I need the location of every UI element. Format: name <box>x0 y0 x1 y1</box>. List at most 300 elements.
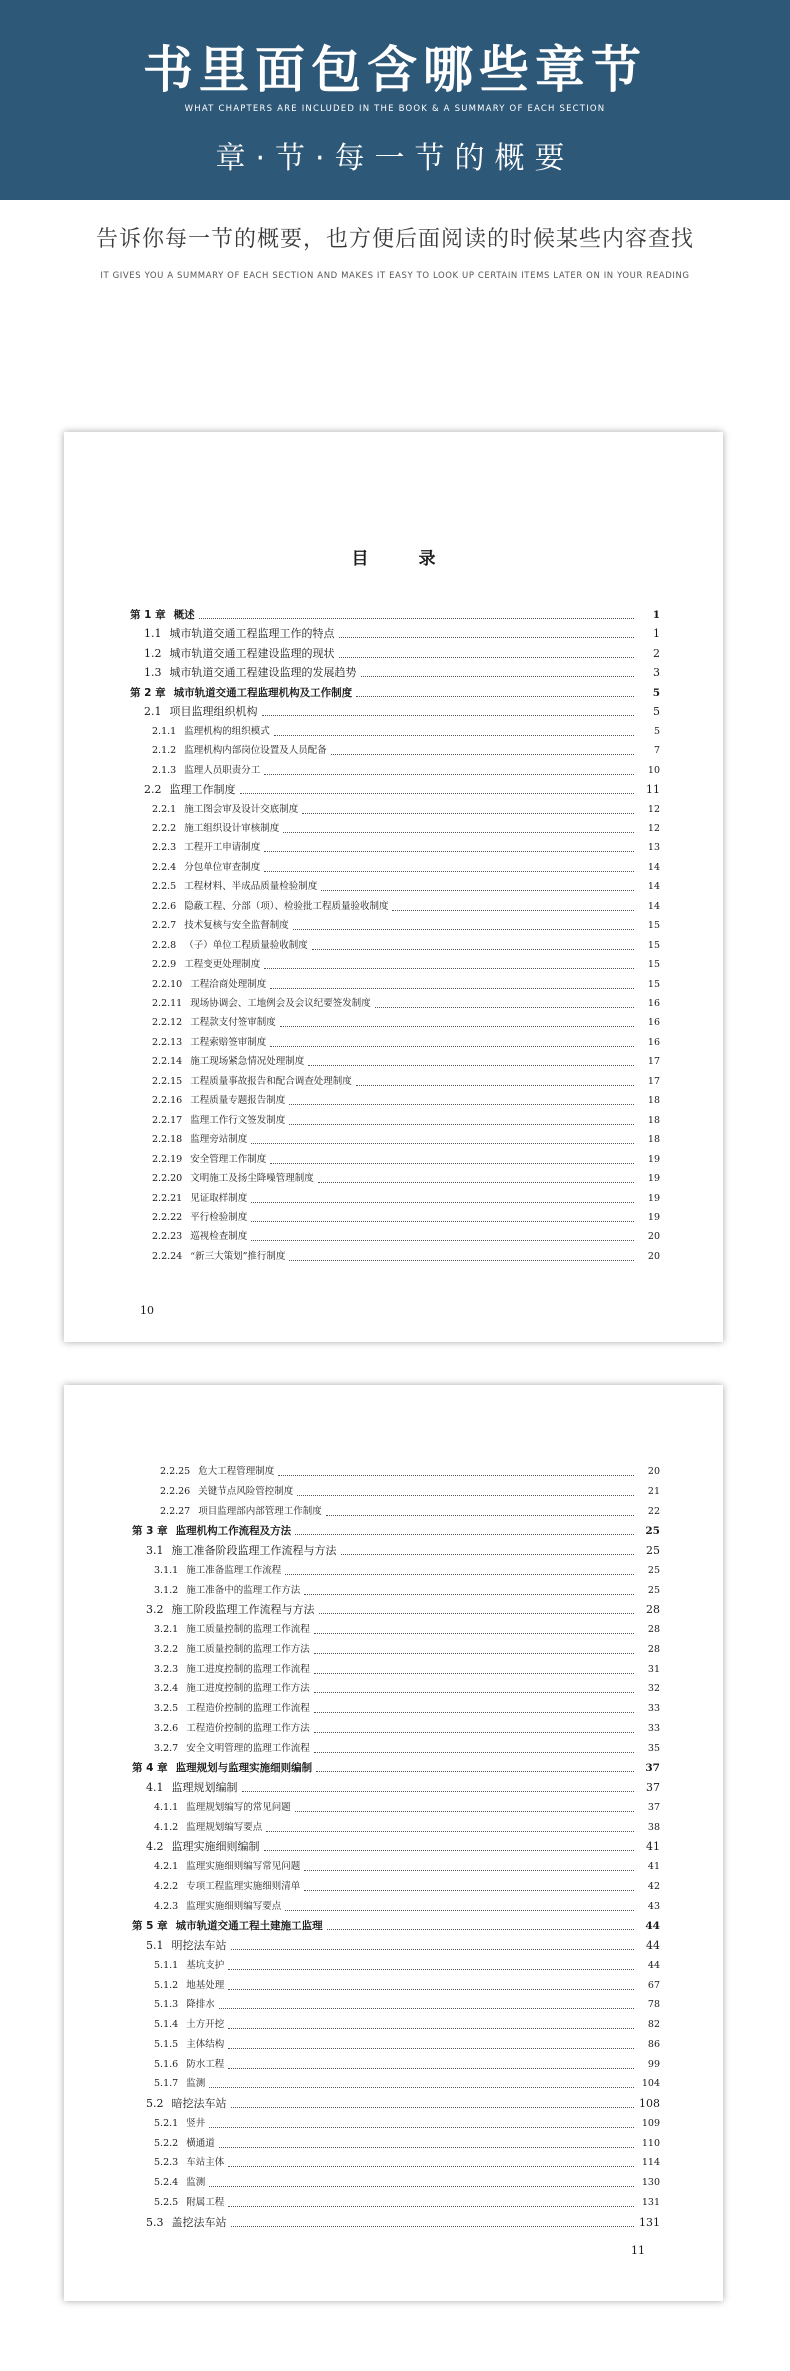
toc-number: 2.2.25 <box>160 1466 191 1477</box>
toc-heading: 分包单位审查制度 <box>184 861 261 873</box>
dot-leader <box>251 1201 634 1203</box>
toc-page-number: 7 <box>653 745 660 757</box>
toc-subsection-row <box>64 1676 723 1696</box>
toc-page-number: 16 <box>647 1036 660 1048</box>
toc-heading: 项目监理部内部管理工作制度 <box>198 1505 322 1517</box>
toc-number: 2.2.24 <box>152 1250 183 1262</box>
dot-leader <box>297 1494 634 1496</box>
dot-leader <box>228 2205 634 2207</box>
toc-number: 4.2 <box>146 1840 164 1854</box>
toc-subsection-row <box>64 1637 723 1657</box>
toc-number: 1.1 <box>144 627 162 641</box>
toc-heading: 监理规划与监理实施细则编制 <box>175 1762 313 1775</box>
toc-number: 5.2 <box>146 2097 164 2110</box>
toc-heading: 专项工程监理实施细则清单 <box>186 1880 301 1892</box>
dot-leader <box>219 2007 634 2009</box>
toc-heading: 关键节点风险管控制度 <box>198 1485 294 1497</box>
toc-heading: 项目监理组织机构 <box>169 705 258 719</box>
toc-page-number: 109 <box>641 2117 660 2129</box>
dot-leader <box>264 850 634 852</box>
toc-page-number: 5 <box>653 705 660 719</box>
dot-leader <box>356 695 634 697</box>
toc-number: 2.2.26 <box>160 1485 191 1497</box>
toc-section-row <box>64 641 723 661</box>
toc-chapter-row <box>64 1755 723 1775</box>
toc-number: 2.2.12 <box>152 1017 183 1029</box>
toc-page-number: 5 <box>652 686 660 699</box>
toc-heading: 监理实施细则编制 <box>171 1840 260 1854</box>
toc-number: 3.2.3 <box>154 1663 179 1675</box>
toc-page-number: 108 <box>639 2097 660 2110</box>
toc-heading: 安全文明管理的监理工作流程 <box>186 1742 310 1754</box>
toc-heading: 城市轨道交通工程监理工作的特点 <box>169 627 335 641</box>
toc-page-number: 25 <box>646 1544 660 1557</box>
toc-number: 5.2.3 <box>154 2157 179 2169</box>
dot-leader <box>231 1948 635 1950</box>
toc-number: 3.1.2 <box>154 1584 179 1596</box>
page-number: 10 <box>140 1304 154 1317</box>
dot-leader <box>264 1849 635 1851</box>
toc-page-number: 19 <box>647 1211 660 1223</box>
toc-subsection-row <box>64 894 723 914</box>
toc-page-number: 82 <box>647 2019 660 2030</box>
toc-subsection-row <box>64 2190 723 2210</box>
toc-number: 5.1 <box>146 1939 164 1952</box>
toc-subsection-row <box>64 1010 723 1030</box>
toc-number: 5.1.4 <box>154 2019 179 2030</box>
toc-number: 2.1.3 <box>152 764 177 776</box>
toc-heading: 监理实施细则编写要点 <box>186 1900 282 1912</box>
toc-number: 5.2.4 <box>154 2177 179 2188</box>
toc-number: 2.2.19 <box>152 1153 183 1165</box>
toc-number: 2.1.2 <box>152 745 177 757</box>
toc-page-number: 130 <box>641 2177 660 2188</box>
toc-heading: 城市轨道交通工程监理机构及工作制度 <box>173 686 353 699</box>
toc-page-number: 10 <box>647 764 660 776</box>
toc-heading: 明挖法车站 <box>171 1939 227 1952</box>
dot-leader <box>240 792 635 794</box>
toc-heading: 工程开工申请制度 <box>184 842 261 854</box>
toc-subsection-row <box>64 1479 723 1499</box>
dot-leader <box>314 1751 634 1753</box>
toc-number: 5.1.2 <box>154 1979 179 1991</box>
toc-page-number: 131 <box>641 2196 660 2208</box>
toc-heading: 横通道 <box>186 2137 215 2149</box>
dot-leader <box>339 656 635 658</box>
toc-heading: 工程造价控制的监理工作流程 <box>186 1703 310 1714</box>
toc-heading: 监理机构工作流程及方法 <box>175 1525 292 1538</box>
dot-leader <box>308 1064 634 1066</box>
toc-heading: 施工阶段监理工作流程与方法 <box>171 1603 315 1617</box>
toc-number: 2.1.1 <box>152 725 177 737</box>
toc-heading: 见证取样制度 <box>190 1192 248 1204</box>
toc-heading: 监理工作行文签发制度 <box>190 1114 286 1126</box>
toc-page-number: 78 <box>647 1999 660 2011</box>
dot-leader <box>285 1909 634 1911</box>
toc-heading: 隐蔽工程、分部（项）、检验批工程质量验收制度 <box>184 900 389 912</box>
toc-section-row <box>64 777 723 797</box>
dot-leader <box>375 1006 634 1008</box>
toc-subsection-row <box>64 855 723 875</box>
toc-page-number: 12 <box>647 822 660 834</box>
toc-page-number: 28 <box>646 1603 660 1617</box>
toc-page-number: 25 <box>645 1525 660 1538</box>
toc-heading: 地基处理 <box>186 1979 225 1991</box>
toc-heading: 监理工作制度 <box>169 783 236 797</box>
toc-heading: 监理人员职责分工 <box>184 764 261 776</box>
dot-leader <box>331 753 634 755</box>
toc-page-number: 14 <box>647 861 660 873</box>
dot-leader <box>314 1652 634 1654</box>
dot-leader <box>289 1259 634 1261</box>
toc-number: 4.2.1 <box>154 1861 179 1872</box>
toc-number: 5.1.1 <box>154 1959 179 1971</box>
dot-leader <box>304 1869 634 1871</box>
toc-heading: 主体结构 <box>186 2038 225 2050</box>
toc-heading: 土方开挖 <box>186 2019 225 2030</box>
toc-page-10 <box>64 432 723 1342</box>
toc-page-number: 5 <box>653 725 660 737</box>
toc-page-number: 18 <box>647 1095 660 1107</box>
toc-subsection-row <box>64 1973 723 1993</box>
toc-subsection-row <box>64 1894 723 1914</box>
dot-leader <box>392 909 634 911</box>
dot-leader <box>280 1025 634 1027</box>
toc-heading: 危大工程管理制度 <box>198 1466 275 1477</box>
toc-number: 5.1.7 <box>154 2078 179 2090</box>
toc-heading: 巡视检查制度 <box>190 1231 248 1243</box>
toc-page-number: 3 <box>653 666 660 680</box>
toc-number: 第 4 章 <box>132 1762 168 1775</box>
toc-number: 2.2.18 <box>152 1134 183 1146</box>
toc-page-number: 131 <box>639 2215 660 2229</box>
toc-heading: 工程款支付签审制度 <box>190 1017 276 1029</box>
toc-subsection-row <box>64 2012 723 2032</box>
toc-heading: 安全管理工作制度 <box>190 1153 267 1165</box>
toc-subsection-row <box>64 874 723 894</box>
toc-subsection-row <box>64 1030 723 1050</box>
toc-heading: 施工现场紧急情况处理制度 <box>190 1056 305 1068</box>
toc-subsection-row <box>64 2131 723 2151</box>
toc-page-number: 67 <box>647 1979 660 1991</box>
toc-heading: 竖井 <box>186 2117 206 2129</box>
dot-leader <box>304 1593 634 1595</box>
dot-leader <box>314 1632 634 1634</box>
toc-heading: 防水工程 <box>186 2058 225 2070</box>
toc-heading: 监理实施细则编写常见问题 <box>186 1861 301 1872</box>
toc-title: 目 录 <box>351 549 458 569</box>
toc-heading: 文明施工及扬尘降噪管理制度 <box>190 1173 314 1185</box>
dot-leader <box>264 967 634 969</box>
toc-subsection-row <box>64 1459 723 1479</box>
dot-leader <box>228 2067 634 2069</box>
toc-page-number: 25 <box>647 1564 660 1576</box>
toc-subsection-row <box>64 972 723 992</box>
toc-number: 2.2.11 <box>152 998 183 1009</box>
toc-heading: 工程材料、半成品质量检验制度 <box>184 881 318 893</box>
toc-heading: 施工进度控制的监理工作流程 <box>186 1663 310 1675</box>
toc-page-number: 20 <box>647 1466 660 1477</box>
toc-number: 2.2.27 <box>160 1505 191 1517</box>
tagline-en: IT GIVES YOU A SUMMARY OF EACH SECTION AND MAKES IT EASY TO LOOK UP CERTAIN ITEMS LATER ON IN YOUR READING <box>100 271 690 281</box>
dot-leader <box>228 2047 634 2049</box>
toc-page-number: 18 <box>647 1134 660 1146</box>
toc-page-number: 31 <box>647 1663 660 1675</box>
dot-leader <box>289 1123 634 1125</box>
dot-leader <box>295 1533 634 1535</box>
toc-page-number: 1 <box>652 609 660 621</box>
toc-heading: 监理规划编写要点 <box>186 1821 263 1833</box>
dot-leader <box>321 889 634 891</box>
toc-page-number: 37 <box>647 1801 660 1813</box>
toc-number: 第 3 章 <box>132 1525 168 1538</box>
toc-number: 2.2.9 <box>152 959 177 971</box>
dot-leader <box>209 2185 634 2187</box>
toc-subsection-row <box>64 913 723 933</box>
toc-number: 4.1 <box>146 1781 164 1794</box>
dot-leader <box>318 1181 634 1183</box>
toc-page-number: 37 <box>645 1762 660 1775</box>
dot-leader <box>304 1889 634 1891</box>
toc-subsection-row <box>64 1992 723 2012</box>
toc-subsection-row <box>64 758 723 778</box>
toc-section-row <box>64 2091 723 2111</box>
toc-subsection-row <box>64 1953 723 1973</box>
toc-number: 2.2 <box>144 783 162 797</box>
toc-heading: 施工准备中的监理工作方法 <box>186 1584 301 1596</box>
toc-number: 4.1.1 <box>154 1801 179 1813</box>
toc-number: 2.2.21 <box>152 1192 183 1204</box>
toc-heading: 工程洽商处理制度 <box>190 978 267 990</box>
toc-page-number: 18 <box>647 1114 660 1126</box>
toc-heading: 工程索赔签审制度 <box>190 1036 267 1048</box>
toc-number: 3.2.7 <box>154 1742 179 1754</box>
toc-page-number: 12 <box>647 803 660 815</box>
toc-page-number: 2 <box>653 646 660 660</box>
toc-heading: 工程质量专题报告制度 <box>190 1095 286 1107</box>
toc-page-number: 110 <box>641 2137 660 2149</box>
toc-page-number: 99 <box>647 2058 660 2070</box>
toc-page-number: 42 <box>647 1880 660 1892</box>
toc-heading: 车站主体 <box>186 2157 225 2169</box>
dot-leader <box>283 831 634 833</box>
toc-subsection-row <box>64 1186 723 1206</box>
toc-number: 2.2.6 <box>152 900 177 912</box>
toc-page-number: 19 <box>647 1173 660 1185</box>
toc-heading: 施工图会审及设计交底制度 <box>184 803 299 815</box>
toc-page-number: 28 <box>647 1624 660 1635</box>
toc-heading: 监理规划编制 <box>171 1781 238 1794</box>
dot-leader <box>356 1084 634 1086</box>
toc-page-number: 19 <box>647 1192 660 1204</box>
toc-number: 2.2.7 <box>152 920 177 932</box>
toc-section-row <box>64 699 723 719</box>
toc-heading: “新三大策划”推行制度 <box>190 1250 286 1262</box>
toc-subsection-row <box>64 1736 723 1756</box>
toc-subsection-row <box>64 2170 723 2190</box>
toc-page-number: 15 <box>647 959 660 971</box>
page-number: 11 <box>631 2244 645 2257</box>
dot-leader <box>270 1162 634 1164</box>
toc-heading: 监理旁站制度 <box>190 1134 248 1146</box>
toc-number: 5.2.5 <box>154 2196 179 2208</box>
toc-page-number: 37 <box>646 1781 660 1794</box>
toc-number: 2.2.17 <box>152 1114 183 1126</box>
toc-heading: 工程造价控制的监理工作方法 <box>186 1722 310 1734</box>
banner-subtitle-en: WHAT CHAPTERS ARE INCLUDED IN THE BOOK & A SUMMARY OF EACH SECTION <box>184 104 606 114</box>
dot-leader <box>251 1220 634 1222</box>
dot-leader <box>199 617 634 619</box>
toc-subsection-row <box>64 1617 723 1637</box>
toc-heading: 概述 <box>173 609 195 621</box>
toc-heading: 平行检验制度 <box>190 1211 248 1223</box>
toc-heading: （子）单位工程质量验收制度 <box>184 939 308 951</box>
toc-number: 2.2.22 <box>152 1211 183 1223</box>
toc-page-number: 43 <box>647 1900 660 1912</box>
dot-leader <box>314 1672 634 1674</box>
toc-number: 2.2.13 <box>152 1036 183 1048</box>
toc-heading: 工程变更处理制度 <box>184 959 261 971</box>
toc-page-number: 17 <box>647 1056 660 1068</box>
toc-subsection-row <box>64 835 723 855</box>
toc-page-number: 15 <box>647 978 660 990</box>
toc-number: 3.2.5 <box>154 1703 179 1714</box>
toc-subsection-row <box>64 1657 723 1677</box>
toc-chapter-row <box>64 602 723 622</box>
dot-leader <box>314 1691 634 1693</box>
toc-page-number: 14 <box>647 881 660 893</box>
toc-subsection-row <box>64 1049 723 1069</box>
toc-subsection-row <box>64 1558 723 1578</box>
dot-leader <box>285 1573 634 1575</box>
toc-subsection-row <box>64 991 723 1011</box>
toc-number: 2.2.4 <box>152 861 177 873</box>
header-banner <box>0 0 790 200</box>
dot-leader <box>319 1612 635 1614</box>
toc-page-number: 44 <box>647 1959 660 1971</box>
toc-number: 2.2.2 <box>152 822 177 834</box>
toc-page-number: 11 <box>646 783 660 797</box>
dot-leader <box>251 1142 634 1144</box>
toc-number: 2.2.15 <box>152 1075 183 1087</box>
toc-heading: 城市轨道交通工程土建施工监理 <box>175 1920 323 1933</box>
toc-page-number: 32 <box>647 1683 660 1695</box>
toc-page-number: 33 <box>647 1722 660 1734</box>
toc-heading: 施工进度控制的监理工作方法 <box>186 1683 310 1695</box>
dot-leader <box>266 1830 634 1832</box>
toc-number: 5.1.5 <box>154 2038 179 2050</box>
toc-subsection-row <box>64 1166 723 1186</box>
toc-heading: 工程质量事故报告和配合调查处理制度 <box>190 1075 352 1087</box>
dot-leader <box>341 1553 635 1555</box>
toc-page-number: 22 <box>647 1505 660 1517</box>
toc-subsection-row <box>64 1108 723 1128</box>
toc-chapter-row <box>64 680 723 700</box>
toc-page-number: 16 <box>647 998 660 1009</box>
toc-number: 4.1.2 <box>154 1821 179 1833</box>
toc-heading: 基坑支护 <box>186 1959 225 1971</box>
toc-subsection-row <box>64 1147 723 1167</box>
toc-section-row <box>64 660 723 680</box>
toc-subsection-row <box>64 2032 723 2052</box>
dot-leader <box>209 2086 634 2088</box>
toc-subsection-row <box>64 1499 723 1519</box>
toc-heading: 附属工程 <box>186 2196 225 2208</box>
toc-number: 5.1.6 <box>154 2058 179 2070</box>
toc-number: 3.2.1 <box>154 1624 179 1635</box>
dot-leader <box>219 2146 634 2148</box>
toc-number: 2.2.14 <box>152 1056 183 1068</box>
toc-page-number: 15 <box>647 939 660 951</box>
toc-page-number: 44 <box>646 1939 660 1952</box>
dot-leader <box>228 1968 634 1970</box>
dot-leader <box>339 636 635 638</box>
toc-page-number: 13 <box>647 842 660 854</box>
toc-number: 2.2.5 <box>152 881 177 893</box>
dot-leader <box>316 1770 634 1772</box>
dot-leader <box>270 1045 634 1047</box>
toc-subsection-row <box>64 952 723 972</box>
toc-number: 2.2.3 <box>152 842 177 854</box>
toc-number: 3.2.4 <box>154 1683 179 1695</box>
toc-number: 3.2.2 <box>154 1643 179 1655</box>
dot-leader <box>228 2165 634 2167</box>
toc-chapter-row <box>64 1913 723 1933</box>
toc-page-number: 16 <box>647 1017 660 1029</box>
toc-page-number: 33 <box>647 1703 660 1714</box>
toc-page-number: 14 <box>647 900 660 912</box>
dot-leader <box>278 1474 634 1476</box>
toc-number: 2.2.1 <box>152 803 177 815</box>
dot-leader <box>209 2126 634 2128</box>
toc-page-number: 86 <box>647 2038 660 2050</box>
toc-subsection-row <box>64 797 723 817</box>
toc-subsection-row <box>64 719 723 739</box>
toc-subsection-row <box>64 1578 723 1598</box>
dot-leader <box>293 928 634 930</box>
toc-number: 3.2.6 <box>154 1722 179 1734</box>
toc-subsection-row <box>64 2052 723 2072</box>
toc-heading: 监测 <box>186 2177 206 2188</box>
toc-page-number: 28 <box>647 1643 660 1655</box>
toc-page-number: 25 <box>647 1584 660 1596</box>
toc-number: 第 2 章 <box>130 686 166 699</box>
dot-leader <box>264 773 634 775</box>
dot-leader <box>327 1928 634 1930</box>
toc-heading: 盖挖法车站 <box>171 2215 227 2229</box>
dot-leader <box>264 870 634 872</box>
toc-heading: 施工准备监理工作流程 <box>186 1564 282 1576</box>
dot-leader <box>231 2106 635 2108</box>
toc-number: 2.1 <box>144 705 162 719</box>
toc-subsection-row <box>64 2150 723 2170</box>
toc-number: 3.2 <box>146 1603 164 1617</box>
toc-heading: 监理机构内部岗位设置及人员配备 <box>184 745 327 757</box>
toc-section-row <box>64 1933 723 1953</box>
banner-title: 书里面包含哪些章节 <box>143 41 647 99</box>
toc-heading: 监理机构的组织模式 <box>184 725 270 737</box>
dot-leader <box>314 1711 634 1713</box>
toc-page-number: 35 <box>647 1742 660 1754</box>
toc-page-number: 21 <box>647 1485 660 1497</box>
toc-heading: 监测 <box>186 2078 206 2090</box>
dot-leader <box>231 2225 635 2227</box>
toc-subsection-row <box>64 1244 723 1264</box>
toc-heading: 现场协调会、工地例会及会议纪要签发制度 <box>190 998 371 1009</box>
toc-subsection-row <box>64 738 723 758</box>
toc-page-number: 20 <box>647 1250 660 1262</box>
toc-section-row <box>64 1775 723 1795</box>
